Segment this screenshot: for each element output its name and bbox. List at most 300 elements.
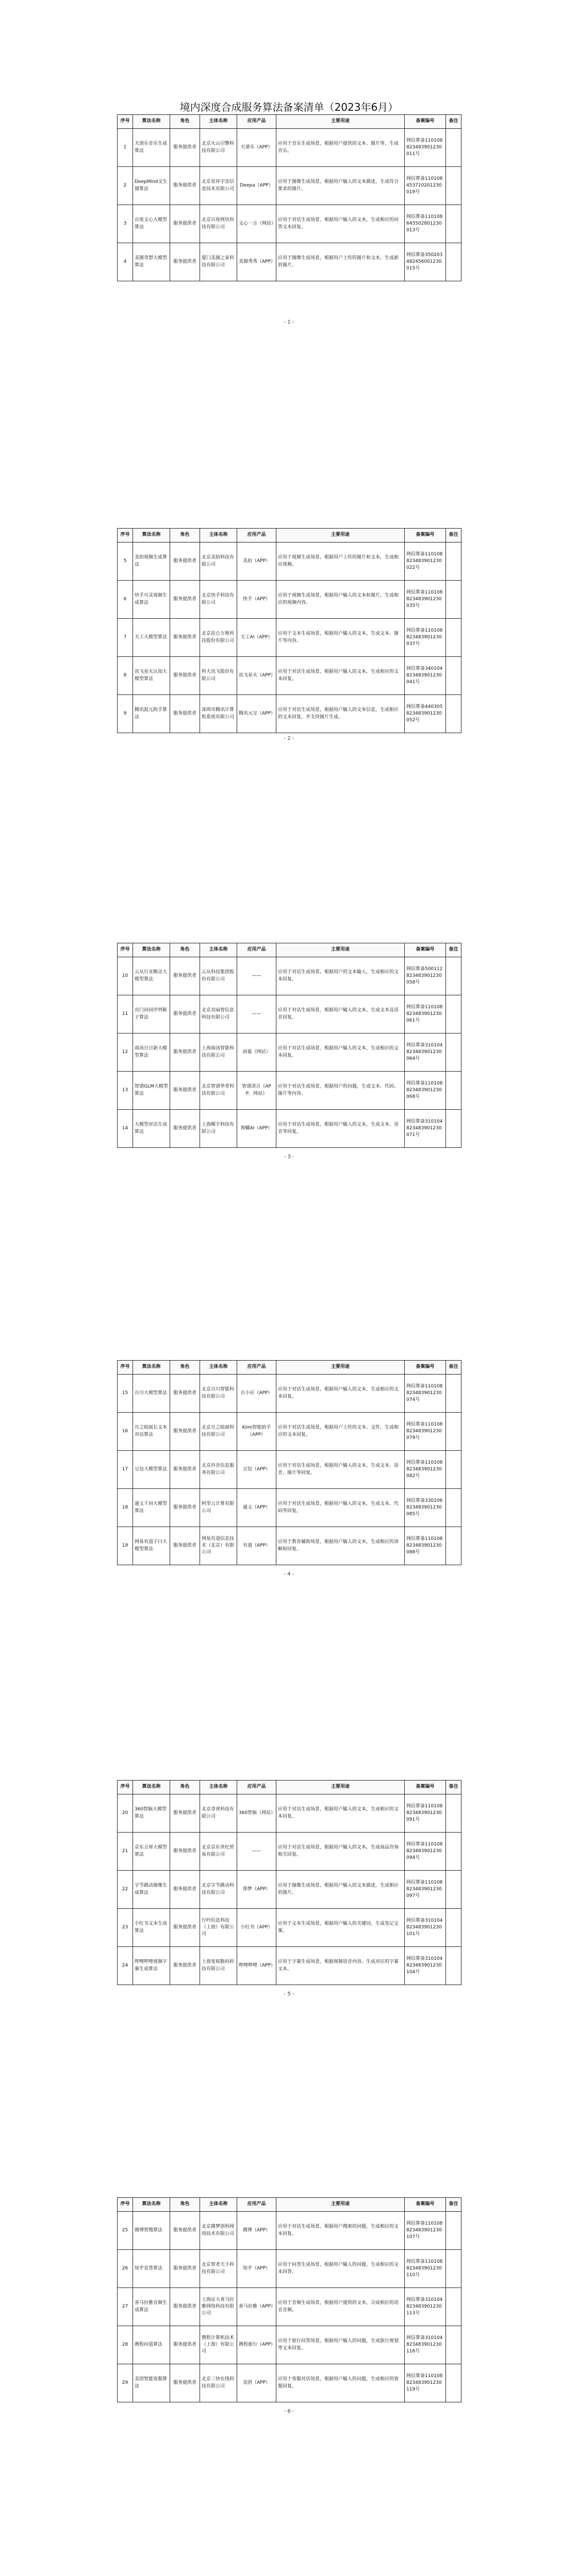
remark: [446, 205, 461, 243]
role: 服务提供者: [170, 243, 200, 281]
product: 美图秀秀（APP）: [237, 243, 276, 281]
filing-number: 网信算备110108823483901230037号: [405, 619, 446, 657]
remark: [446, 1072, 461, 1110]
purpose: 应用于对话生成场景，根据用户输入的文本，生成相应的文本回复。: [276, 1794, 405, 1833]
row-index: 13: [118, 1072, 133, 1110]
remark: [446, 1833, 461, 1871]
algorithm-name: 讯飞星火认知大模型算法: [133, 657, 170, 695]
row-index: 3: [118, 205, 133, 243]
product: 腾讯元宝（APP）: [237, 695, 276, 733]
table-row: [118, 1451, 461, 1489]
row-index: 12: [118, 1033, 133, 1072]
table-row: [118, 1871, 461, 1909]
table-row: [118, 1527, 461, 1565]
row-index: 10: [118, 957, 133, 995]
table-header-row: [118, 2198, 461, 2212]
row-index: 6: [118, 581, 133, 619]
filing-number: 网信算备110108823483901230035号: [405, 581, 446, 619]
role: 服务提供者: [170, 1871, 200, 1909]
role: 服务提供者: [170, 995, 200, 1033]
entity-name: 北京羽扇智信息科技有限公司: [200, 995, 237, 1033]
role: 服务提供者: [170, 2250, 200, 2288]
filing-number: 网信算备110108645502801230013号: [405, 205, 446, 243]
page-number: - 1 -: [284, 319, 294, 325]
column-header: 算法名称: [133, 529, 170, 543]
row-index: 4: [118, 243, 133, 281]
algorithm-name: 哔哩哔哩视频字幕生成算法: [133, 1947, 170, 1985]
entity-name: 北京美拍科技有限公司: [200, 543, 237, 581]
table-header-row: [118, 1361, 461, 1375]
row-index: 14: [118, 1110, 133, 1148]
filing-number: 网信算备110108453710201230019号: [405, 167, 446, 205]
role: 服务提供者: [170, 2212, 200, 2250]
algorithm-name: 美图奇想大模型算法: [133, 243, 170, 281]
purpose: 应用于客服对话场景，根据用户输入的问题，生成相应的客服回复。: [276, 2364, 405, 2402]
product: 讯飞星火（APP）: [237, 657, 276, 695]
role: 服务提供者: [170, 1909, 200, 1947]
role: 服务提供者: [170, 957, 200, 995]
filing-number: 网信算备110108823483901230061号: [405, 995, 446, 1033]
column-header: 应用产品: [237, 529, 276, 543]
algorithm-name: 云从行业精灵大模型算法: [133, 957, 170, 995]
entity-name: 科大讯飞股份有限公司: [200, 657, 237, 695]
role: 服务提供者: [170, 543, 200, 581]
entity-name: 北京智者天下科技有限公司: [200, 2250, 237, 2288]
page-number: - 4 -: [284, 1571, 294, 1577]
remark: [446, 2250, 461, 2288]
algorithm-name: 天工大模型算法: [133, 619, 170, 657]
column-header: 算法名称: [133, 943, 170, 957]
column-header: 角色: [170, 1781, 200, 1794]
row-index: 29: [118, 2364, 133, 2402]
entity-name: 阿里云计算有限公司: [200, 1489, 237, 1527]
row-index: 18: [118, 1489, 133, 1527]
algorithm-name: 小红书文本生成算法: [133, 1909, 170, 1947]
purpose: 应用于对话生成场景，根据用户输入的文本，生成相应的问答文本回复。: [276, 205, 405, 243]
filing-number: 网信算备110108823483901230022号: [405, 543, 446, 581]
purpose: 应用于字幕生成场景，根据视频语音内容，生成对应的字幕文本。: [276, 1947, 405, 1985]
column-header: 算法名称: [133, 2198, 170, 2212]
table-row: [118, 619, 461, 657]
product: 小红书（APP）: [237, 1909, 276, 1947]
row-index: 11: [118, 995, 133, 1033]
filing-number: 网信算备110108823483901230094号: [405, 1833, 446, 1871]
column-header: 主体名称: [200, 2198, 237, 2212]
filing-number: 网信算备110108823483901230110号: [405, 2250, 446, 2288]
remark: [446, 2364, 461, 2402]
entity-name: 深圳市腾讯计算机系统有限公司: [200, 695, 237, 733]
column-header: 角色: [170, 529, 200, 543]
column-header: 角色: [170, 2198, 200, 2212]
role: 服务提供者: [170, 2288, 200, 2326]
filing-number: 网信算备340104823483901230041号: [405, 657, 446, 695]
product: 美团（APP）: [237, 2364, 276, 2402]
table-row: [118, 1110, 461, 1148]
algorithm-name: 百川大模型算法: [133, 1375, 170, 1413]
product: ——: [237, 995, 276, 1033]
role: 服务提供者: [170, 1947, 200, 1985]
purpose: 应用于对话生成场景，根据用户输入的文本，生成文本、代码等回复。: [276, 1489, 405, 1527]
entity-name: 北京三快在线科技有限公司: [200, 2364, 237, 2402]
row-index: 7: [118, 619, 133, 657]
table-row: [118, 657, 461, 695]
filing-number: 网信算备440305823483901230052号: [405, 695, 446, 733]
column-header: 备注: [446, 943, 461, 957]
column-header: 应用产品: [237, 1361, 276, 1375]
row-index: 5: [118, 543, 133, 581]
filing-number: 网信算备310104823483901230064号: [405, 1033, 446, 1072]
role: 服务提供者: [170, 581, 200, 619]
filing-number: 网信算备110108823483901230091号: [405, 1794, 446, 1833]
algorithm-name: 微博智搜算法: [133, 2212, 170, 2250]
remark: [446, 1871, 461, 1909]
table-row: [118, 129, 461, 167]
column-header: 备案编号: [405, 529, 446, 543]
purpose: 应用于对话生成场景，根据用户上传的文本、文件，生成相应的文本回复。: [276, 1413, 405, 1451]
algorithm-name: 网易有道子曰大模型算法: [133, 1527, 170, 1565]
row-index: 23: [118, 1909, 133, 1947]
role: 服务提供者: [170, 1794, 200, 1833]
algorithm-name: 智谱GLM大模型算法: [133, 1072, 170, 1110]
column-header: 序号: [118, 2198, 133, 2212]
column-header: 应用产品: [237, 943, 276, 957]
remark: [446, 2212, 461, 2250]
filing-number: 网信算备110108823483901230079号: [405, 1413, 446, 1451]
purpose: 应用于对话生成场景，根据用户输入的文本，生成相应的文本回复。: [276, 657, 405, 695]
column-header: 备案编号: [405, 115, 446, 129]
remark: [446, 2288, 461, 2326]
algorithm-name: 腾讯混元助手算法: [133, 695, 170, 733]
product: 即梦（APP）: [237, 1871, 276, 1909]
column-header: 备注: [446, 529, 461, 543]
column-header: 主要用途: [276, 1781, 405, 1794]
purpose: 应用于对话生成场景，根据用户的文本输入，生成相应的文本回复。: [276, 957, 405, 995]
table-row: [118, 2250, 461, 2288]
role: 服务提供者: [170, 2364, 200, 2402]
purpose: 应用于对话生成场景，根据用户的问题，生成文本、代码、图片等内容。: [276, 1072, 405, 1110]
entity-name: 厦门美图之家科技有限公司: [200, 243, 237, 281]
column-header: 主要用途: [276, 2198, 405, 2212]
purpose: 应用于对话生成场景，根据用户输入的文本，生成文本、语音等回复。: [276, 1110, 405, 1148]
table-row: [118, 2212, 461, 2250]
column-header: 序号: [118, 1781, 133, 1794]
purpose: 应用于对话生成场景，根据用户输入的文本信息，生成相应的文本回复，并支持图片生成。: [276, 695, 405, 733]
entity-name: 上海稀宇科技有限公司: [200, 1110, 237, 1148]
filing-number: 网信算备310104823483901230113号: [405, 2288, 446, 2326]
product: 天谱乐（APP）: [237, 129, 276, 167]
table-row: [118, 167, 461, 205]
purpose: 应用于视频生成场景，根据用户输入的文本和图片，生成相应的视频内容。: [276, 581, 405, 619]
product: 360智脑（网站）: [237, 1794, 276, 1833]
table-row: [118, 543, 461, 581]
column-header: 应用产品: [237, 115, 276, 129]
row-index: 16: [118, 1413, 133, 1451]
entity-name: 北京抖音信息服务有限公司: [200, 1451, 237, 1489]
remark: [446, 695, 461, 733]
entity-name: 北京快手科技有限公司: [200, 581, 237, 619]
role: 服务提供者: [170, 1489, 200, 1527]
entity-name: 上海证大喜马拉雅网络科技有限公司: [200, 2288, 237, 2326]
purpose: 应用于音乐生成场景，根据用户提供的文本、图片等，生成音乐。: [276, 129, 405, 167]
entity-name: 上海商汤智能科技有限公司: [200, 1033, 237, 1072]
filing-number: 网信算备110108823483901230068号: [405, 1072, 446, 1110]
column-header: 备注: [446, 1781, 461, 1794]
product: 商量（网站）: [237, 1033, 276, 1072]
table-row: [118, 1375, 461, 1413]
algorithm-name: 知乎直答算法: [133, 2250, 170, 2288]
product: ——: [237, 1833, 276, 1871]
role: 服务提供者: [170, 1072, 200, 1110]
algorithm-name: 快手可灵视频生成算法: [133, 581, 170, 619]
table-row: [118, 1947, 461, 1985]
product: 豆包（APP）: [237, 1451, 276, 1489]
algorithm-name: 360智脑大模型算法: [133, 1794, 170, 1833]
table-header-row: [118, 1781, 461, 1794]
product: 天工AI（APP）: [237, 619, 276, 657]
filing-number: 网信算备110108823483901230097号: [405, 1871, 446, 1909]
role: 服务提供者: [170, 1451, 200, 1489]
filing-number: 网信算备310104823483901230104号: [405, 1947, 446, 1985]
algorithm-name: 美拍视频生成算法: [133, 543, 170, 581]
column-header: 角色: [170, 115, 200, 129]
column-header: 备注: [446, 1361, 461, 1375]
filing-number: 网信算备110108823483901230082号: [405, 1451, 446, 1489]
filing-table: [117, 528, 461, 733]
purpose: 应用于对话生成场景，根据用户输入的文本，生成文本及语音回复。: [276, 995, 405, 1033]
purpose: 应用于对话生成场景，根据用户输入的文本，生成文本、语音、图片等回复。: [276, 1451, 405, 1489]
filing-number: 网信算备310104823483901230116号: [405, 2326, 446, 2364]
column-header: 备案编号: [405, 1781, 446, 1794]
filing-table: [117, 2197, 461, 2402]
entity-name: 北京智谱华章科技有限公司: [200, 1072, 237, 1110]
remark: [446, 1451, 461, 1489]
product: 通义（APP）: [237, 1489, 276, 1527]
table-row: [118, 2364, 461, 2402]
product: 哔哩哔哩（APP）: [237, 1947, 276, 1985]
purpose: 应用于文本生成场景，根据用户输入的关键词，生成笔记文案。: [276, 1909, 405, 1947]
row-index: 19: [118, 1527, 133, 1565]
filing-number: 网信算备110108823483901230011号: [405, 129, 446, 167]
algorithm-name: DeepMind文生图算法: [133, 167, 170, 205]
column-header: 算法名称: [133, 115, 170, 129]
entity-name: 上海宽娱数码科技有限公司: [200, 1947, 237, 1985]
product: 携程旅行（APP）: [237, 2326, 276, 2364]
entity-name: 北京火山引擎科技有限公司: [200, 129, 237, 167]
product: 知乎（APP）: [237, 2250, 276, 2288]
table-row: [118, 2326, 461, 2364]
row-index: 15: [118, 1375, 133, 1413]
table-header-row: [118, 943, 461, 957]
column-header: 应用产品: [237, 1781, 276, 1794]
remark: [446, 1033, 461, 1072]
table-row: [118, 1489, 461, 1527]
entity-name: 北京奇虎科技有限公司: [200, 1794, 237, 1833]
column-header: 算法名称: [133, 1361, 170, 1375]
remark: [446, 543, 461, 581]
product: 美拍（APP）: [237, 543, 276, 581]
column-header: 主要用途: [276, 529, 405, 543]
purpose: 应用于对话生成场景，根据用户输入的文本，生成商品咨询相关回复。: [276, 1833, 405, 1871]
row-index: 2: [118, 167, 133, 205]
column-header: 序号: [118, 1361, 133, 1375]
filing-table: [117, 114, 461, 281]
product: 文心一言（网站）: [237, 205, 276, 243]
row-index: 8: [118, 657, 133, 695]
purpose: 应用于问答生成场景，根据用户输入的问题，生成相应的文本回答。: [276, 2250, 405, 2288]
role: 服务提供者: [170, 1033, 200, 1072]
table-row: [118, 1033, 461, 1072]
column-header: 主体名称: [200, 943, 237, 957]
product: 海螺AI（APP）: [237, 1110, 276, 1148]
algorithm-name: 天谱乐音乐生成算法: [133, 129, 170, 167]
filing-number: 网信算备110108823483901230088号: [405, 1527, 446, 1565]
page-number: - 3 -: [284, 1154, 294, 1160]
column-header: 角色: [170, 943, 200, 957]
filing-number: 网信算备330106823483901230085号: [405, 1489, 446, 1527]
purpose: 应用于音频生成场景，根据用户提供的文本，合成相应的语音音频。: [276, 2288, 405, 2326]
table-row: [118, 243, 461, 281]
column-header: 主体名称: [200, 1361, 237, 1375]
algorithm-name: 美团智能客服算法: [133, 2364, 170, 2402]
product: 百小应（APP）: [237, 1375, 276, 1413]
entity-name: 行吟信息科技（上海）有限公司: [200, 1909, 237, 1947]
role: 服务提供者: [170, 1413, 200, 1451]
algorithm-name: 喜马拉雅音频生成算法: [133, 2288, 170, 2326]
remark: [446, 167, 461, 205]
algorithm-name: 携程问道算法: [133, 2326, 170, 2364]
role: 服务提供者: [170, 1110, 200, 1148]
column-header: 备注: [446, 2198, 461, 2212]
row-index: 28: [118, 2326, 133, 2364]
purpose: 应用于对话生成场景，根据用户输入的文本，生成相应的文本回复。: [276, 1033, 405, 1072]
filing-number: 网信算备110108823483901230119号: [405, 2364, 446, 2402]
remark: [446, 243, 461, 281]
filing-number: 网信算备310104823483901230071号: [405, 1110, 446, 1148]
purpose: 应用于图像生成场景，根据用户上传的图片和文本，生成新的图片。: [276, 243, 405, 281]
algorithm-name: 京东言犀大模型算法: [133, 1833, 170, 1871]
table-row: [118, 1909, 461, 1947]
filing-table: [117, 943, 461, 1148]
remark: [446, 1947, 461, 1985]
role: 服务提供者: [170, 2326, 200, 2364]
table-row: [118, 1413, 461, 1451]
entity-name: 北京京东世纪贸易有限公司: [200, 1833, 237, 1871]
remark: [446, 619, 461, 657]
row-index: 26: [118, 2250, 133, 2288]
column-header: 算法名称: [133, 1781, 170, 1794]
column-header: 主体名称: [200, 1781, 237, 1794]
column-header: 主要用途: [276, 1361, 405, 1375]
algorithm-name: 豆包大模型算法: [133, 1451, 170, 1489]
remark: [446, 1527, 461, 1565]
entity-name: 北京百度网讯科技有限公司: [200, 205, 237, 243]
purpose: 应用于文本生成场景，根据用户输入的文本，生成文本、图片等内容。: [276, 619, 405, 657]
column-header: 备注: [446, 115, 461, 129]
table-header-row: [118, 529, 461, 543]
column-header: 主要用途: [276, 943, 405, 957]
row-index: 25: [118, 2212, 133, 2250]
role: 服务提供者: [170, 1375, 200, 1413]
table-row: [118, 205, 461, 243]
row-index: 17: [118, 1451, 133, 1489]
remark: [446, 1413, 461, 1451]
product: Kimi智能助手（APP）: [237, 1413, 276, 1451]
table-row: [118, 1833, 461, 1871]
entity-name: 网易有道信息技术（北京）有限公司: [200, 1527, 237, 1565]
table-row: [118, 695, 461, 733]
column-header: 应用产品: [237, 2198, 276, 2212]
table-row: [118, 1072, 461, 1110]
column-header: 备案编号: [405, 1361, 446, 1375]
column-header: 角色: [170, 1361, 200, 1375]
filing-number: 网信算备110108823483901230107号: [405, 2212, 446, 2250]
entity-name: 云从科技集团股份有限公司: [200, 957, 237, 995]
filing-number: 网信算备310104823483901230101号: [405, 1909, 446, 1947]
remark: [446, 657, 461, 695]
product: Deepa（APP）: [237, 167, 276, 205]
product: 快手（APP）: [237, 581, 276, 619]
row-index: 1: [118, 129, 133, 167]
role: 服务提供者: [170, 1833, 200, 1871]
role: 服务提供者: [170, 167, 200, 205]
entity-name: 北京月之暗面科技有限公司: [200, 1413, 237, 1451]
purpose: 应用于图像生成场景，根据用户输入的文本描述，生成相应的图片。: [276, 1871, 405, 1909]
filing-number: 网信算备350203482456001230015号: [405, 243, 446, 281]
product: 喜马拉雅（APP）: [237, 2288, 276, 2326]
entity-name: 携程计算机技术（上海）有限公司: [200, 2326, 237, 2364]
document-title: 境内深度合成服务算法备案清单（2023年6月）: [179, 101, 399, 113]
remark: [446, 129, 461, 167]
role: 服务提供者: [170, 619, 200, 657]
algorithm-name: 字节跳动图像生成算法: [133, 1871, 170, 1909]
algorithm-name: 出门问问序列猴子算法: [133, 995, 170, 1033]
remark: [446, 957, 461, 995]
algorithm-name: 大模型对话生成算法: [133, 1110, 170, 1148]
remark: [446, 1909, 461, 1947]
row-index: 27: [118, 2288, 133, 2326]
remark: [446, 581, 461, 619]
column-header: 序号: [118, 943, 133, 957]
purpose: 应用于旅行问答场景，根据用户输入的问题，生成旅行规划等文本回复。: [276, 2326, 405, 2364]
row-index: 21: [118, 1833, 133, 1871]
table-header-row: [118, 115, 461, 129]
entity-name: 北京星环宇宙信息技术有限公司: [200, 167, 237, 205]
table-row: [118, 995, 461, 1033]
row-index: 24: [118, 1947, 133, 1985]
table-row: [118, 2288, 461, 2326]
remark: [446, 1794, 461, 1833]
remark: [446, 1375, 461, 1413]
column-header: 主体名称: [200, 529, 237, 543]
role: 服务提供者: [170, 205, 200, 243]
table-row: [118, 1794, 461, 1833]
page-number: - 6 -: [284, 2409, 294, 2414]
table-row: [118, 581, 461, 619]
purpose: 应用于视频生成场景，根据用户上传的图片和文本，生成相应视频。: [276, 543, 405, 581]
algorithm-name: 月之暗面长文本对话算法: [133, 1413, 170, 1451]
product: ——: [237, 957, 276, 995]
row-index: 22: [118, 1871, 133, 1909]
algorithm-name: 通义千问大模型算法: [133, 1489, 170, 1527]
column-header: 主要用途: [276, 115, 405, 129]
remark: [446, 1110, 461, 1148]
remark: [446, 1489, 461, 1527]
purpose: 应用于教育辅助场景，根据用户输入的文本，生成相应的讲解和回复。: [276, 1527, 405, 1565]
table-row: [118, 957, 461, 995]
role: 服务提供者: [170, 657, 200, 695]
algorithm-name: 百度文心大模型算法: [133, 205, 170, 243]
product: 智谱清言（APP、网站）: [237, 1072, 276, 1110]
